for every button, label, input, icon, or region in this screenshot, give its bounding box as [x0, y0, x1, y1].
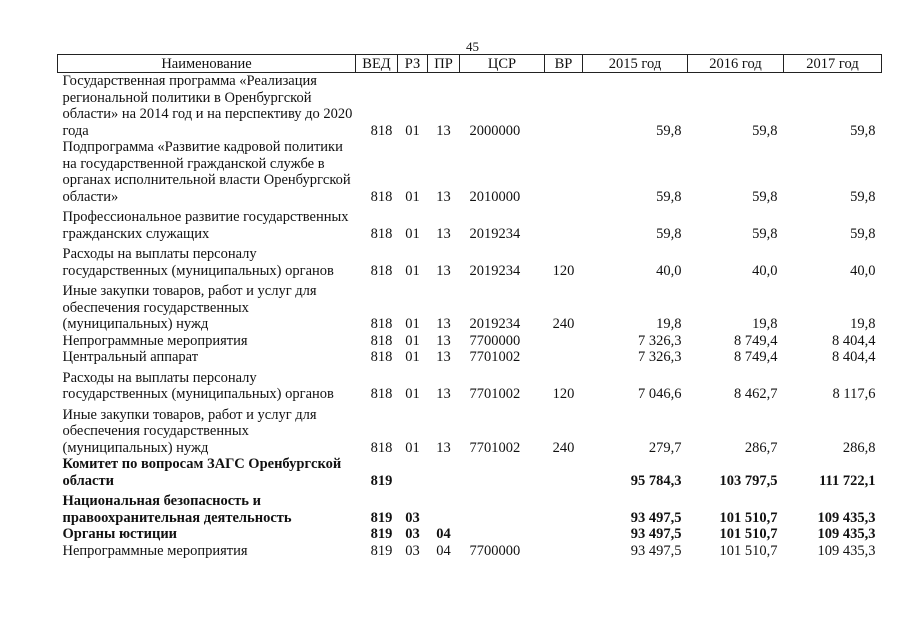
- row-pr: 04: [436, 542, 451, 559]
- row-name: Центральный аппарат: [62, 349, 199, 365]
- row-2015: 40,0: [656, 262, 682, 279]
- row-2017: 59,8: [850, 122, 876, 139]
- row-pr: 13: [436, 439, 451, 456]
- table-row: [58, 139, 882, 205]
- header-rz: РЗ: [398, 55, 428, 73]
- row-csr: 2000000: [469, 122, 521, 139]
- row-2017: 19,8: [850, 316, 876, 332]
- row-pr: 13: [436, 188, 451, 205]
- row-rz: 03: [405, 542, 420, 559]
- table-row: [58, 456, 882, 489]
- row-2015: 59,8: [656, 225, 682, 242]
- table-row: [58, 279, 882, 333]
- row-name: Профессиональное развитие государственных гражданских служащих: [62, 209, 349, 242]
- table-row: [58, 242, 882, 279]
- row-2016: 19,8: [752, 316, 778, 332]
- header-2016: 2016 год: [688, 55, 784, 73]
- row-2017: 109 435,3: [817, 509, 876, 526]
- row-2017: 286,8: [842, 439, 876, 456]
- row-name: Расходы на выплаты персоналу государственных (муниципальных) органов: [62, 246, 334, 279]
- row-2017: 8 404,4: [832, 332, 876, 349]
- row-2017: 40,0: [850, 262, 876, 279]
- table-header-row: [58, 55, 882, 73]
- row-pr: 13: [436, 316, 451, 332]
- row-ved: 818: [370, 349, 393, 365]
- header-2017: 2017 год: [784, 55, 882, 73]
- row-name: Непрограммные мероприятия: [62, 542, 248, 559]
- row-vr: [545, 349, 583, 366]
- row-name: Государственная программа «Реализация региональной политики в Оренбургской области» на 2014 год и на перспективу до 2020 года: [62, 73, 353, 139]
- row-name: Непрограммные мероприятия: [62, 332, 248, 349]
- row-2015: 95 784,3: [630, 472, 682, 489]
- row-2015: 93 497,5: [630, 526, 682, 542]
- row-2015: 59,8: [656, 188, 682, 205]
- row-2017: 109 435,3: [817, 526, 876, 542]
- table-body: [58, 73, 882, 560]
- row-rz: [398, 456, 428, 489]
- row-2015: 93 497,5: [630, 509, 682, 526]
- row-rz: 03: [405, 526, 420, 542]
- table-row: [58, 73, 882, 140]
- row-2016: 8 749,4: [734, 332, 778, 349]
- table-row: [58, 205, 882, 242]
- table-row: [58, 349, 882, 366]
- row-rz: 01: [405, 332, 420, 349]
- row-pr: 13: [436, 332, 451, 349]
- row-csr: 7700000: [469, 542, 521, 559]
- row-2016: 59,8: [752, 225, 778, 242]
- row-rz: 03: [405, 509, 420, 526]
- row-vr: [545, 489, 583, 526]
- row-2015: 7 046,6: [638, 386, 682, 402]
- row-2017: 109 435,3: [817, 542, 876, 559]
- row-2016: 8 749,4: [734, 349, 778, 365]
- row-2015: 19,8: [656, 316, 682, 332]
- row-name: Национальная безопасность и правоохранительная деятельность: [62, 493, 292, 526]
- row-rz: 01: [405, 262, 420, 279]
- header-vr: ВР: [545, 55, 583, 73]
- header-ved: ВЕД: [356, 55, 398, 73]
- row-ved: 818: [370, 188, 393, 205]
- page-number: 45: [466, 39, 479, 54]
- row-csr: 7701002: [469, 386, 521, 402]
- row-name: Подпрограмма «Развитие кадровой политики на государственной гражданской службе в органах исполнительной власти Оренбургской области»: [62, 139, 351, 205]
- row-vr: [545, 139, 583, 205]
- row-2016: 40,0: [752, 262, 778, 279]
- row-2015: 59,8: [656, 122, 682, 139]
- row-2015: 93 497,5: [630, 542, 682, 559]
- row-ved: 818: [370, 122, 393, 139]
- row-vr: [545, 73, 583, 140]
- row-pr: 13: [436, 225, 451, 242]
- row-rz: 01: [405, 122, 420, 139]
- table-row: [58, 489, 882, 526]
- row-2016: 59,8: [752, 188, 778, 205]
- row-ved: 818: [370, 332, 393, 349]
- row-csr: 7701002: [469, 349, 521, 365]
- row-ved: 819: [370, 526, 393, 542]
- row-pr: 13: [436, 122, 451, 139]
- row-rz: 01: [405, 439, 420, 456]
- row-pr: 13: [436, 386, 451, 402]
- row-vr: [545, 456, 583, 489]
- row-2016: 286,7: [744, 439, 778, 456]
- header-2015: 2015 год: [583, 55, 688, 73]
- table-row: [58, 333, 882, 350]
- row-csr: [460, 526, 545, 543]
- row-2016: 8 462,7: [734, 386, 778, 402]
- table-row: [58, 403, 882, 457]
- row-csr: [460, 489, 545, 526]
- header-csr: ЦСР: [460, 55, 545, 73]
- row-2016: 101 510,7: [719, 509, 778, 526]
- row-vr: [545, 526, 583, 543]
- row-2015: 279,7: [648, 439, 682, 456]
- row-ved: 818: [370, 316, 393, 332]
- row-vr: 120: [552, 386, 575, 402]
- row-csr: 7700000: [469, 332, 521, 349]
- row-pr: 13: [436, 262, 451, 279]
- row-2016: 103 797,5: [719, 472, 778, 489]
- row-csr: 2010000: [469, 188, 521, 205]
- table-row: [58, 526, 882, 543]
- row-vr: [545, 333, 583, 350]
- row-rz: 01: [405, 316, 420, 332]
- row-vr: [545, 543, 583, 560]
- table-row: [58, 366, 882, 403]
- row-csr: 2019234: [469, 316, 521, 332]
- row-ved: 818: [370, 439, 393, 456]
- row-name: Расходы на выплаты персоналу государственных (муниципальных) органов: [62, 369, 334, 402]
- row-pr: [428, 456, 460, 489]
- table-row: [58, 543, 882, 560]
- budget-table: [57, 54, 882, 559]
- row-ved: 818: [370, 225, 393, 242]
- row-vr: 240: [552, 439, 575, 456]
- row-ved: 819: [370, 509, 393, 526]
- row-ved: 818: [370, 262, 393, 279]
- row-2017: 8 117,6: [832, 386, 876, 402]
- row-2017: 59,8: [850, 225, 876, 242]
- row-2015: 7 326,3: [638, 349, 682, 365]
- row-name: Иные закупки товаров, работ и услуг для обеспечения государственных (муниципальных) нужд: [62, 283, 317, 332]
- row-pr: 13: [436, 349, 451, 365]
- row-rz: 01: [405, 386, 420, 402]
- row-csr: 7701002: [469, 439, 521, 456]
- row-vr: 120: [552, 262, 575, 279]
- header-pr: ПР: [428, 55, 460, 73]
- row-rz: 01: [405, 225, 420, 242]
- row-csr: 2019234: [469, 225, 521, 242]
- row-2016: 59,8: [752, 122, 778, 139]
- row-pr: [428, 489, 460, 526]
- row-2017: 111 722,1: [819, 472, 876, 489]
- row-name: Комитет по вопросам ЗАГС Оренбургской области: [62, 456, 342, 489]
- row-2017: 8 404,4: [832, 349, 876, 365]
- row-name: Органы юстиции: [62, 526, 178, 542]
- row-csr: [460, 456, 545, 489]
- row-name: Иные закупки товаров, работ и услуг для обеспечения государственных (муниципальных) нужд: [62, 406, 317, 456]
- row-csr: 2019234: [469, 262, 521, 279]
- row-vr: [545, 205, 583, 242]
- row-ved: 819: [370, 542, 393, 559]
- row-2017: 59,8: [850, 188, 876, 205]
- row-ved: 819: [370, 472, 393, 489]
- row-vr: 240: [552, 316, 575, 332]
- row-pr: 04: [436, 526, 451, 542]
- row-2016: 101 510,7: [719, 542, 778, 559]
- row-ved: 818: [370, 386, 393, 402]
- row-rz: 01: [405, 349, 420, 365]
- row-rz: 01: [405, 188, 420, 205]
- row-2016: 101 510,7: [719, 526, 778, 542]
- row-2015: 7 326,3: [638, 332, 682, 349]
- header-name: Наименование: [58, 55, 356, 73]
